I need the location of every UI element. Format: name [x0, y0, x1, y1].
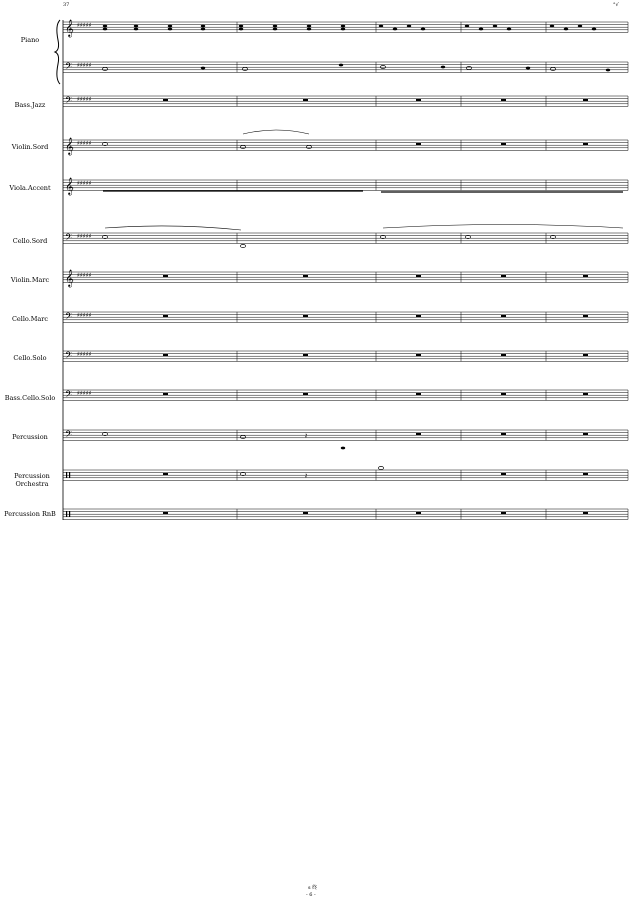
label-percussion: Percussion: [12, 433, 48, 441]
svg-text:𝄞: 𝄞: [65, 269, 74, 287]
label-percussion-orchestra: Percussion Orchestra: [14, 472, 50, 488]
label-cello-sord: Cello.Sord: [12, 237, 48, 245]
staff-bass-jazz: [63, 95, 628, 108]
svg-text:♯♯♯♯♯: ♯♯♯♯♯: [77, 180, 92, 187]
svg-text:𝄞: 𝄞: [65, 177, 74, 195]
label-piano: Piano: [20, 36, 40, 44]
label-bass-cello-solo: Bass.Cello.Solo: [4, 394, 56, 402]
svg-text:♯♯♯♯♯: ♯♯♯♯♯: [77, 140, 92, 147]
staff-violin-marc: [63, 269, 628, 287]
svg-text:𝄢: 𝄢: [65, 350, 73, 363]
label-viola-accent: Viola.Accent: [9, 184, 51, 192]
label-cello-marc: Cello.Marc: [11, 315, 49, 323]
label-percussion-rnb: Percussion RnB: [4, 510, 56, 518]
staff-cello-sord: [63, 225, 628, 248]
svg-text:♯♯♯♯♯: ♯♯♯♯♯: [77, 390, 92, 397]
svg-text:♯♯♯♯♯: ♯♯♯♯♯: [77, 272, 92, 279]
svg-text:♯♯♯♯♯: ♯♯♯♯♯: [77, 312, 92, 319]
staff-piano-treble: [63, 19, 628, 37]
staff-viola-accent: [63, 177, 628, 195]
label-bass-jazz: Bass.Jazz: [14, 101, 46, 109]
svg-text:𝄽: 𝄽: [305, 432, 308, 440]
staff-piano-bass: [63, 61, 628, 74]
svg-text:𝄞: 𝄞: [65, 19, 74, 37]
svg-text:♯♯♯♯♯: ♯♯♯♯♯: [77, 351, 92, 358]
label-cello-solo: Cello.Solo: [13, 354, 47, 362]
staff-percussion: [63, 429, 628, 449]
corner-mark: °√: [613, 2, 619, 8]
measure-number: 37: [63, 2, 70, 8]
staff-violin-sord: [63, 130, 628, 155]
svg-text:𝄢: 𝄢: [65, 61, 73, 74]
piano-brace: [55, 20, 60, 84]
label-violin-sord: Violin.Sord: [11, 143, 49, 151]
footer-title-mark: s 终: [308, 885, 318, 891]
svg-text:♯♯♯♯♯: ♯♯♯♯♯: [77, 22, 92, 29]
page-number: - 6 -: [306, 892, 316, 898]
svg-text:♯♯♯♯♯: ♯♯♯♯♯: [77, 96, 92, 103]
staff-bass-cello-solo: [63, 389, 628, 402]
svg-text:𝄢: 𝄢: [65, 389, 73, 402]
staff-cello-marc: [63, 311, 628, 324]
staff-percussion-rnb: [63, 509, 628, 519]
svg-text:𝄢: 𝄢: [65, 232, 73, 245]
svg-text:♯♯♯♯♯: ♯♯♯♯♯: [77, 233, 92, 240]
svg-text:𝄞: 𝄞: [65, 137, 74, 155]
svg-text:𝄢: 𝄢: [65, 429, 73, 442]
svg-text:𝄢: 𝄢: [65, 95, 73, 108]
svg-text:𝄽: 𝄽: [305, 472, 308, 480]
svg-text:♯♯♯♯♯: ♯♯♯♯♯: [77, 62, 92, 69]
label-violin-marc: Violin.Marc: [10, 276, 50, 284]
staff-percussion-orchestra: [63, 466, 628, 480]
staff-cello-solo: [63, 350, 628, 363]
svg-text:𝄢: 𝄢: [65, 311, 73, 324]
